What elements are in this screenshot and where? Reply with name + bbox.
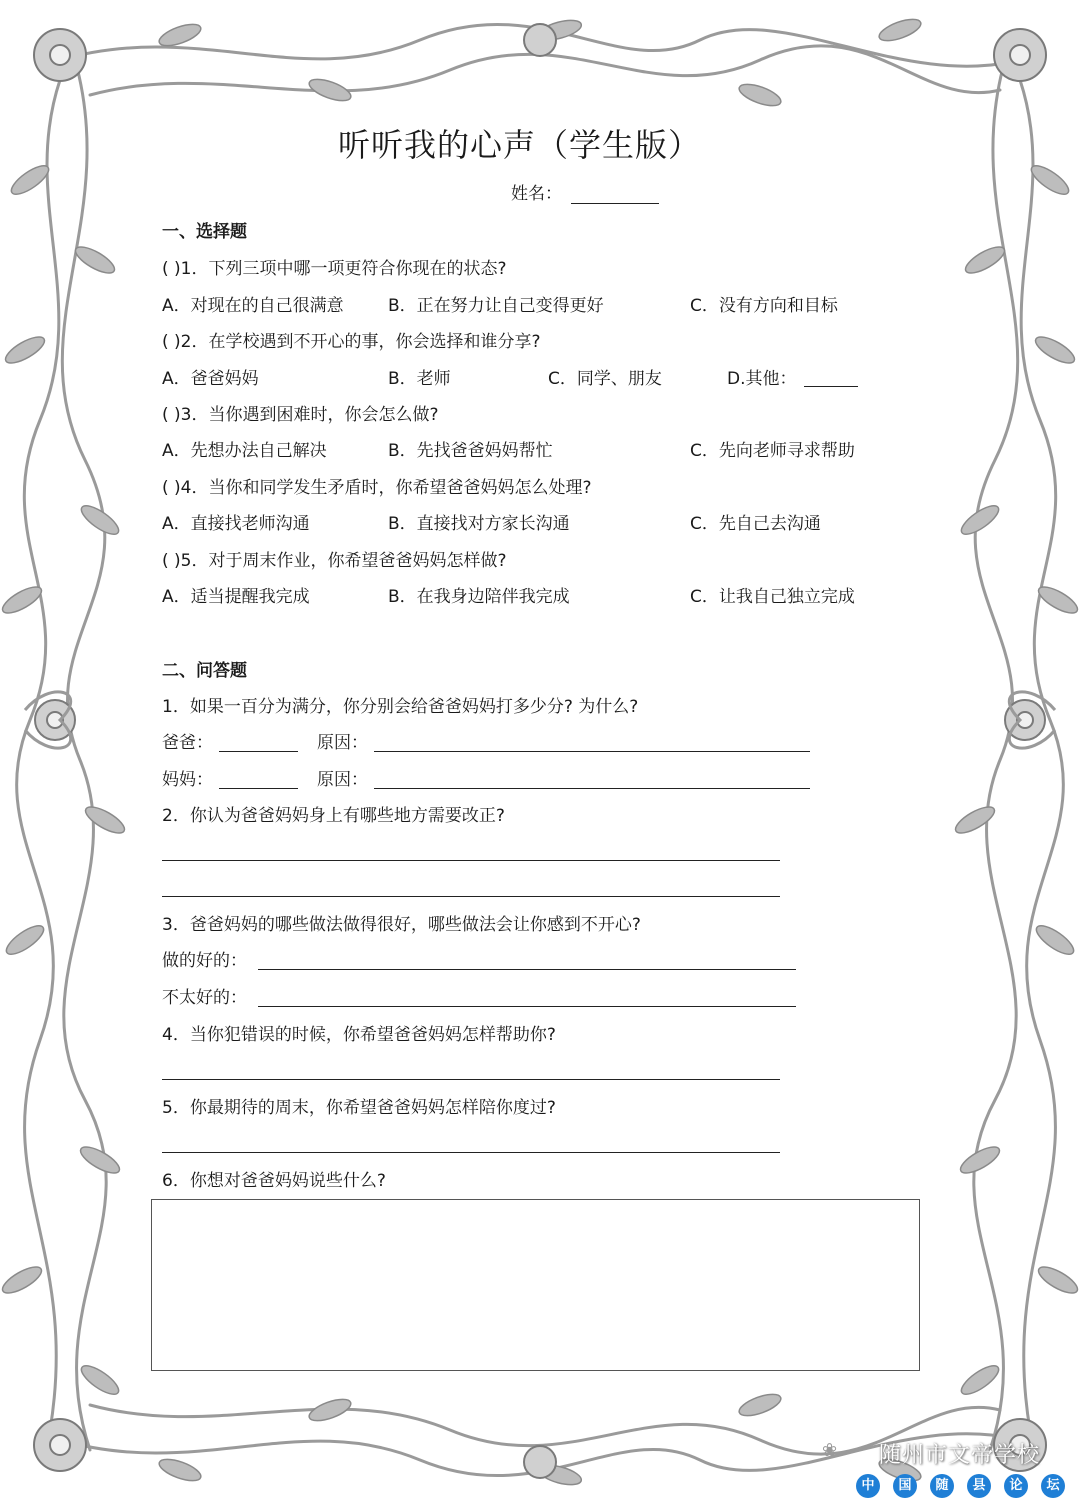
answer-line[interactable] bbox=[162, 860, 780, 861]
choice-question-stem: ( )3．当你遇到困难时，你会怎么做? bbox=[162, 405, 439, 425]
choice-option[interactable]: A．对现在的自己很满意 bbox=[162, 296, 344, 316]
good-practice-label: 做的好的： bbox=[162, 951, 247, 971]
choice-option[interactable]: B．直接找对方家长沟通 bbox=[388, 514, 570, 534]
forum-badge: 坛 bbox=[1041, 1474, 1065, 1498]
bad-practice-input[interactable] bbox=[258, 1006, 796, 1007]
choice-option[interactable]: B．在我身边陪伴我完成 bbox=[388, 587, 570, 607]
message-answer-box[interactable] bbox=[151, 1199, 920, 1371]
forum-badge: 县 bbox=[967, 1474, 991, 1498]
section-qa-heading: 二、问答题 bbox=[162, 661, 247, 681]
choice-option[interactable]: C．没有方向和目标 bbox=[690, 296, 838, 316]
qa-question-2: 2．你认为爸爸妈妈身上有哪些地方需要改正? bbox=[162, 806, 505, 826]
dad-reason-label: 原因： bbox=[317, 733, 368, 753]
section-choice-heading: 一、选择题 bbox=[162, 222, 247, 242]
answer-line[interactable] bbox=[162, 1152, 780, 1153]
choice-option[interactable]: C．让我自己独立完成 bbox=[690, 587, 855, 607]
choice-option[interactable]: A．爸爸妈妈 bbox=[162, 369, 259, 389]
forum-badge: 国 bbox=[893, 1474, 917, 1498]
mom-score-label: 妈妈： bbox=[162, 770, 213, 790]
forum-badge: 随 bbox=[930, 1474, 954, 1498]
page-title: 听听我的心声（学生版） bbox=[338, 126, 702, 164]
qa-question-3: 3．爸爸妈妈的哪些做法做得很好，哪些做法会让你感到不开心? bbox=[162, 915, 641, 935]
forum-badge: 论 bbox=[1004, 1474, 1028, 1498]
forum-badge: 中 bbox=[856, 1474, 880, 1498]
choice-option[interactable]: D.其他： bbox=[727, 369, 797, 389]
choice-option[interactable]: A．先想办法自己解决 bbox=[162, 441, 327, 461]
name-input-line[interactable] bbox=[571, 203, 659, 204]
choice-option[interactable]: A．直接找老师沟通 bbox=[162, 514, 310, 534]
choice-option[interactable]: A．适当提醒我完成 bbox=[162, 587, 310, 607]
dad-reason-input[interactable] bbox=[374, 751, 810, 752]
answer-line[interactable] bbox=[162, 1079, 780, 1080]
choice-option[interactable]: B．正在努力让自己变得更好 bbox=[388, 296, 604, 316]
qa-question-1: 1．如果一百分为满分，你分别会给爸爸妈妈打多少分? 为什么? bbox=[162, 697, 639, 717]
choice-option[interactable]: C．先自己去沟通 bbox=[690, 514, 821, 534]
wechat-icon: ❀ bbox=[822, 1440, 838, 1461]
choice-option[interactable]: C．先向老师寻求帮助 bbox=[690, 441, 855, 461]
choice-question-stem: ( )4．当你和同学发生矛盾时，你希望爸爸妈妈怎么处理? bbox=[162, 478, 592, 498]
choice-option[interactable]: B．先找爸爸妈妈帮忙 bbox=[388, 441, 553, 461]
choice-question-stem: ( )1．下列三项中哪一项更符合你现在的状态? bbox=[162, 259, 507, 279]
good-practice-input[interactable] bbox=[258, 969, 796, 970]
answer-line[interactable] bbox=[162, 896, 780, 897]
qa-question-5: 5．你最期待的周末，你希望爸爸妈妈怎样陪你度过? bbox=[162, 1098, 556, 1118]
mom-score-input[interactable] bbox=[219, 788, 298, 789]
dad-score-label: 爸爸： bbox=[162, 733, 213, 753]
mom-reason-label: 原因： bbox=[317, 770, 368, 790]
mom-reason-input[interactable] bbox=[374, 788, 810, 789]
other-input-line[interactable] bbox=[804, 386, 858, 387]
qa-question-6: 6．你想对爸爸妈妈说些什么? bbox=[162, 1171, 386, 1191]
name-label: 姓名： bbox=[511, 184, 562, 204]
dad-score-input[interactable] bbox=[219, 751, 298, 752]
watermark-school-name: 随州市文帝学校 bbox=[878, 1443, 1040, 1468]
choice-question-stem: ( )2．在学校遇到不开心的事，你会选择和谁分享? bbox=[162, 332, 541, 352]
bad-practice-label: 不太好的： bbox=[162, 988, 247, 1008]
qa-question-4: 4．当你犯错误的时候，你希望爸爸妈妈怎样帮助你? bbox=[162, 1025, 556, 1045]
choice-question-stem: ( )5．对于周末作业，你希望爸爸妈妈怎样做? bbox=[162, 551, 507, 571]
choice-option[interactable]: B．老师 bbox=[388, 369, 451, 389]
choice-option[interactable]: C．同学、朋友 bbox=[548, 369, 662, 389]
